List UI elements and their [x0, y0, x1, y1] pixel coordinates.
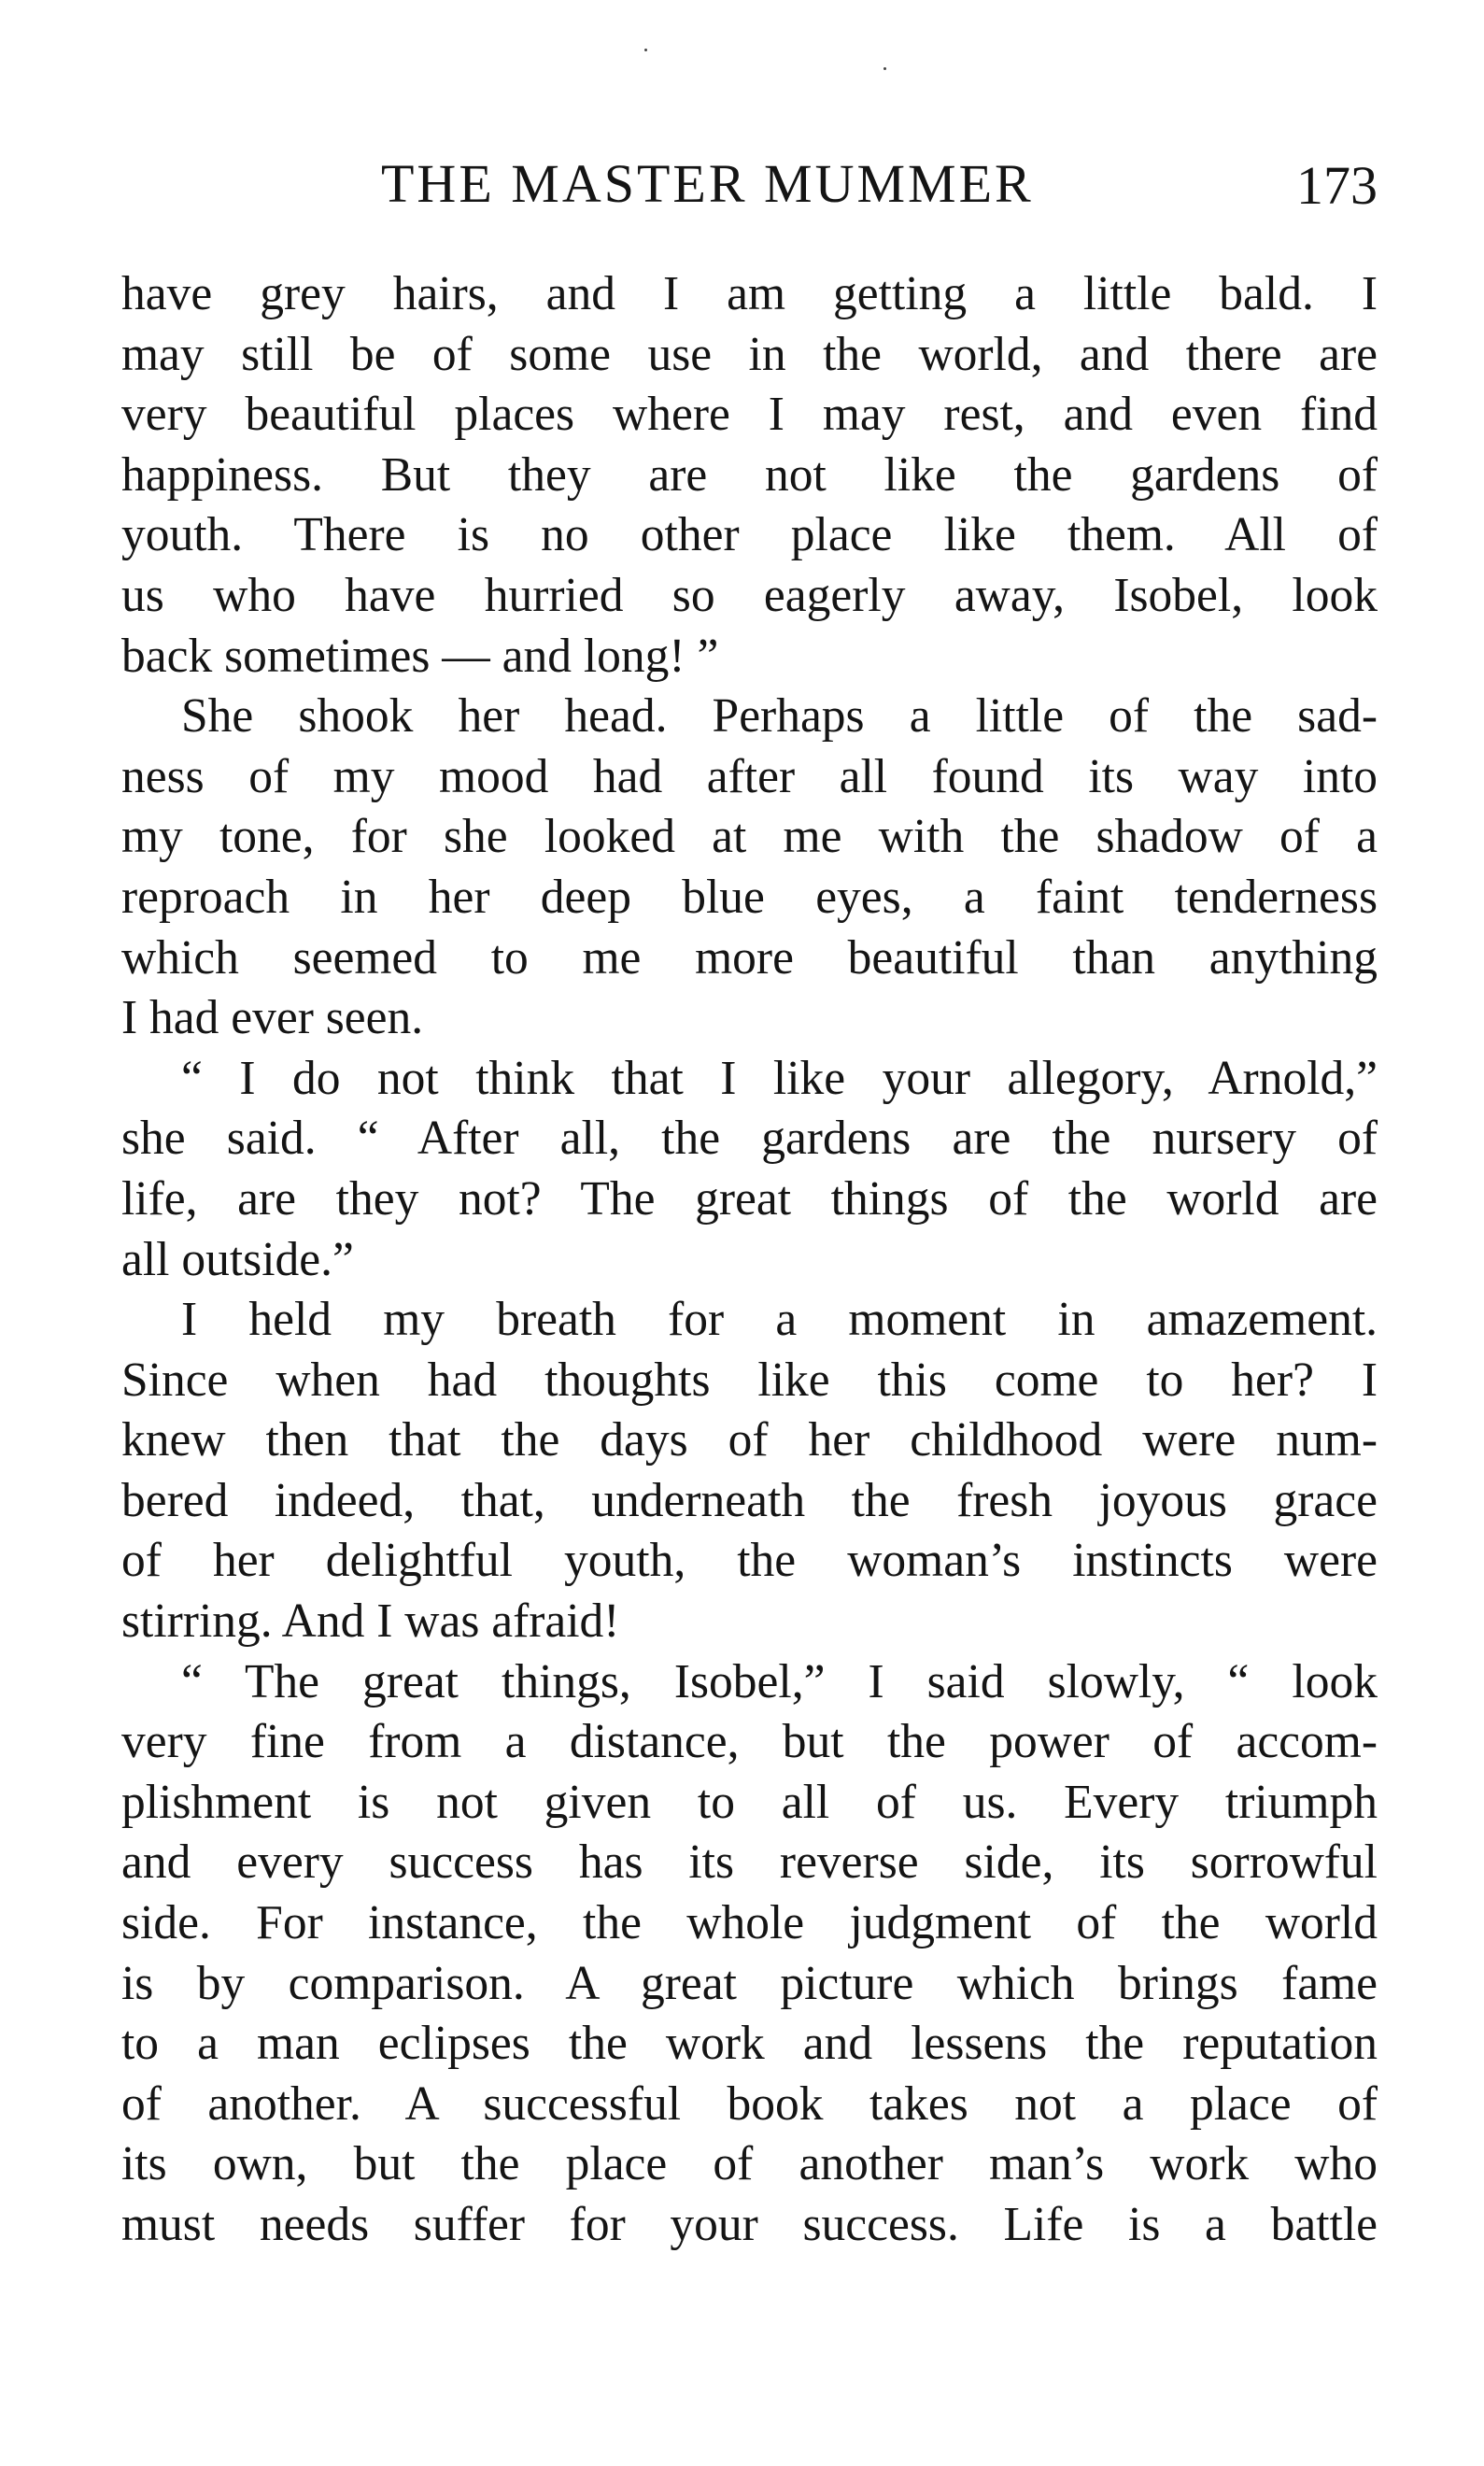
- text-line: us who have hurried so eagerly away, Isobel, look: [121, 568, 1378, 622]
- text-line: reproach in her deep blue eyes, a faint tenderness: [121, 870, 1378, 924]
- text-line: bered indeed, that, underneath the fresh joyous grace: [121, 1473, 1378, 1527]
- text-line: have grey hairs, and I am getting a little bald. I: [121, 267, 1378, 320]
- text-line: is by comparison. A great picture which brings fame: [121, 1956, 1378, 2010]
- text-line: she said. “ After all, the gardens are the nursery of: [121, 1112, 1378, 1166]
- text-line: plishment is not given to all of us. Every triumph: [121, 1775, 1378, 1829]
- text-line: its own, but the place of another man’s work who: [121, 2137, 1378, 2191]
- body-text: [121, 264, 1378, 2256]
- text-line: side. For instance, the whole judgment of the world: [121, 1896, 1378, 1950]
- text-line: of another. A successful book takes not a place of: [121, 2076, 1378, 2131]
- text-line: life, are they not? The great things of the world are: [121, 1171, 1378, 1226]
- print-speck: [644, 49, 647, 51]
- text-line: “ I do not think that I like your allegory, Arnold,”: [181, 1051, 1378, 1105]
- text-line: I held my breath for a moment in amazement.: [181, 1293, 1378, 1347]
- text-line: my tone, for she looked at me with the shadow of a: [121, 810, 1378, 864]
- text-line: very beautiful places where I may rest, and even find: [121, 388, 1378, 442]
- text-line: which seemed to me more beautiful than anything: [121, 930, 1378, 985]
- text-line: happiness. But they are not like the gardens of: [121, 447, 1378, 502]
- text-line: to a man eclipses the work and lessens the reputation: [121, 2017, 1378, 2071]
- page-header: [121, 151, 1378, 217]
- page-number: 173: [1296, 155, 1378, 216]
- text-line: Since when had thoughts like this come to her? I: [121, 1353, 1378, 1407]
- text-line: and every success has its reverse side, its sorrowful: [121, 1835, 1378, 1890]
- text-line: all outside.”: [121, 1232, 354, 1286]
- print-speck: [883, 67, 886, 70]
- text-line: She shook her head. Perhaps a little of the sad-: [181, 689, 1378, 744]
- text-line: must needs suffer for your success. Life is a battle: [121, 2198, 1378, 2251]
- text-line: of her delightful youth, the woman’s instincts were: [121, 1534, 1378, 1588]
- text-line: very fine from a distance, but the power of accom-: [121, 1715, 1378, 1769]
- text-line: I had ever seen.: [121, 991, 424, 1045]
- text-line: youth. There is no other place like them. All of: [121, 508, 1378, 562]
- text-line: “ The great things, Isobel,” I said slowly, “ look: [181, 1654, 1378, 1708]
- text-line: stirring. And I was afraid!: [121, 1594, 620, 1649]
- running-title: THE MASTER MUMMER: [381, 153, 1034, 214]
- text-line: ness of my mood had after all found its way into: [121, 749, 1378, 803]
- text-line: knew then that the days of her childhood were num-: [121, 1413, 1378, 1467]
- text-line: back sometimes — and long! ”: [121, 629, 719, 683]
- text-line: may still be of some use in the world, and there are: [121, 327, 1378, 381]
